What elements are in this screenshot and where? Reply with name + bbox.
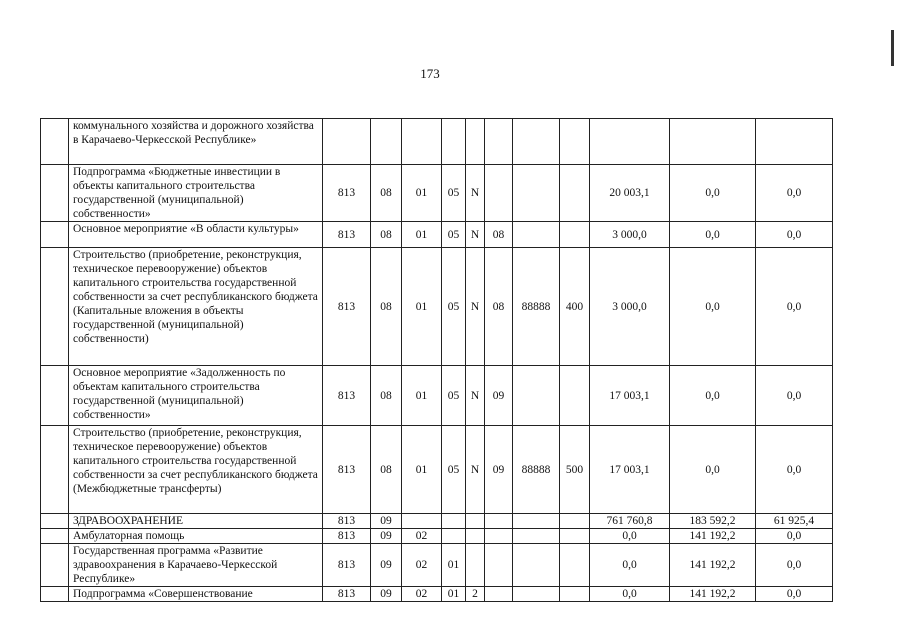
expense-type-cell [560, 165, 590, 222]
activity-code-cell: 09 [485, 426, 513, 514]
subprogram-code-cell: N [466, 366, 485, 426]
ministry-code-cell [323, 119, 371, 165]
subprogram-code-cell [466, 529, 485, 544]
subprogram-code-cell [466, 119, 485, 165]
subsection-code-cell: 01 [402, 426, 442, 514]
row-margin-cell [41, 514, 69, 529]
section-code-cell: 08 [371, 165, 402, 222]
ministry-code-cell: 813 [323, 366, 371, 426]
subsection-code-cell: 01 [402, 222, 442, 248]
program-code-cell [442, 514, 466, 529]
sum-year1-cell: 0,0 [590, 529, 670, 544]
row-margin-cell [41, 366, 69, 426]
direction-code-cell: 88888 [513, 426, 560, 514]
subsection-code-cell: 02 [402, 587, 442, 602]
row-margin-cell [41, 587, 69, 602]
row-margin-cell [41, 119, 69, 165]
subsection-code-cell: 02 [402, 529, 442, 544]
direction-code-cell [513, 119, 560, 165]
expense-type-cell [560, 222, 590, 248]
sum-year2-cell: 141 192,2 [670, 587, 756, 602]
section-code-cell [371, 119, 402, 165]
subsection-code-cell: 01 [402, 165, 442, 222]
row-margin-cell [41, 544, 69, 587]
subsection-code-cell [402, 514, 442, 529]
subprogram-code-cell: N [466, 426, 485, 514]
table-row [41, 426, 833, 514]
program-code-cell: 05 [442, 222, 466, 248]
sum-year3-cell: 0,0 [756, 165, 833, 222]
expense-type-cell: 400 [560, 248, 590, 366]
activity-code-cell: 08 [485, 248, 513, 366]
program-code-cell: 01 [442, 587, 466, 602]
direction-code-cell [513, 544, 560, 587]
expense-type-cell: 500 [560, 426, 590, 514]
table-row [41, 119, 833, 165]
row-name-cell: Основное мероприятие «Задолженность по объектам капитального строительства государственной (муниципальной) собственности» [69, 366, 323, 426]
row-name-cell: Подпрограмма «Бюджетные инвестиции в объекты капитального строительства государственной (муниципальной) собственности» [69, 165, 323, 222]
sum-year1-cell [590, 119, 670, 165]
section-code-cell: 08 [371, 248, 402, 366]
row-name-cell: Основное мероприятие «В области культуры» [69, 222, 323, 248]
subprogram-code-cell [466, 544, 485, 587]
sum-year2-cell: 0,0 [670, 165, 756, 222]
sum-year3-cell: 0,0 [756, 587, 833, 602]
sum-year2-cell: 141 192,2 [670, 529, 756, 544]
row-margin-cell [41, 426, 69, 514]
subprogram-code-cell: N [466, 165, 485, 222]
activity-code-cell [485, 529, 513, 544]
subprogram-code-cell: 2 [466, 587, 485, 602]
sum-year3-cell: 0,0 [756, 366, 833, 426]
table-row [41, 529, 833, 544]
program-code-cell [442, 529, 466, 544]
table-row [41, 222, 833, 248]
expense-type-cell [560, 514, 590, 529]
direction-code-cell [513, 222, 560, 248]
subsection-code-cell: 02 [402, 544, 442, 587]
page-number: 173 [420, 66, 440, 81]
row-margin-cell [41, 248, 69, 366]
subprogram-code-cell: N [466, 248, 485, 366]
ministry-code-cell: 813 [323, 529, 371, 544]
activity-code-cell [485, 165, 513, 222]
table-row [41, 514, 833, 529]
program-code-cell [442, 119, 466, 165]
sum-year3-cell: 0,0 [756, 544, 833, 587]
sum-year3-cell: 61 925,4 [756, 514, 833, 529]
section-code-cell: 08 [371, 366, 402, 426]
sum-year2-cell: 0,0 [670, 366, 756, 426]
activity-code-cell [485, 119, 513, 165]
ministry-code-cell: 813 [323, 248, 371, 366]
expense-type-cell [560, 119, 590, 165]
direction-code-cell [513, 366, 560, 426]
sum-year2-cell: 0,0 [670, 426, 756, 514]
row-margin-cell [41, 165, 69, 222]
activity-code-cell [485, 587, 513, 602]
row-name-cell: Подпрограмма «Совершенствование [69, 587, 323, 602]
row-name-cell: ЗДРАВООХРАНЕНИЕ [69, 514, 323, 529]
section-code-cell: 08 [371, 426, 402, 514]
direction-code-cell: 88888 [513, 248, 560, 366]
table-row [41, 544, 833, 587]
row-name-cell: Амбулаторная помощь [69, 529, 323, 544]
sum-year3-cell: 0,0 [756, 426, 833, 514]
section-code-cell: 09 [371, 544, 402, 587]
row-name-cell: Государственная программа «Развитие здравоохранения в Карачаево-Черкесской Республике» [69, 544, 323, 587]
table-row [41, 248, 833, 366]
program-code-cell: 05 [442, 366, 466, 426]
table-row [41, 366, 833, 426]
subsection-code-cell: 01 [402, 248, 442, 366]
scan-edge-mark [891, 30, 894, 66]
sum-year1-cell: 20 003,1 [590, 165, 670, 222]
sum-year3-cell: 0,0 [756, 248, 833, 366]
sum-year1-cell: 17 003,1 [590, 366, 670, 426]
row-name-cell: Строительство (приобретение, реконструкция, техническое перевооружение) объектов капитального строительства государственной собственности за счет республиканского бюджета (Межбюджетные трансферты) [69, 426, 323, 514]
expense-type-cell [560, 587, 590, 602]
direction-code-cell [513, 165, 560, 222]
sum-year2-cell: 0,0 [670, 248, 756, 366]
sum-year1-cell: 0,0 [590, 587, 670, 602]
ministry-code-cell: 813 [323, 514, 371, 529]
section-code-cell: 09 [371, 514, 402, 529]
program-code-cell: 05 [442, 426, 466, 514]
activity-code-cell [485, 514, 513, 529]
sum-year2-cell: 0,0 [670, 222, 756, 248]
sum-year2-cell [670, 119, 756, 165]
row-name-cell: Строительство (приобретение, реконструкция, техническое перевооружение) объектов капитального строительства государственной собственности за счет республиканского бюджета (Капитальные вложения в объекты государственной (муниципальной) собственности) [69, 248, 323, 366]
ministry-code-cell: 813 [323, 544, 371, 587]
subprogram-code-cell [466, 514, 485, 529]
program-code-cell: 05 [442, 165, 466, 222]
ministry-code-cell: 813 [323, 165, 371, 222]
subsection-code-cell: 01 [402, 366, 442, 426]
sum-year1-cell: 3 000,0 [590, 248, 670, 366]
direction-code-cell [513, 529, 560, 544]
section-code-cell: 08 [371, 222, 402, 248]
expense-type-cell [560, 366, 590, 426]
program-code-cell: 05 [442, 248, 466, 366]
section-code-cell: 09 [371, 529, 402, 544]
sum-year1-cell: 761 760,8 [590, 514, 670, 529]
sum-year3-cell: 0,0 [756, 222, 833, 248]
ministry-code-cell: 813 [323, 222, 371, 248]
ministry-code-cell: 813 [323, 587, 371, 602]
direction-code-cell [513, 514, 560, 529]
row-margin-cell [41, 529, 69, 544]
section-code-cell: 09 [371, 587, 402, 602]
budget-table [40, 118, 833, 602]
row-name-cell: коммунального хозяйства и дорожного хозяйства в Карачаево-Черкесской Республике» [69, 119, 323, 165]
program-code-cell: 01 [442, 544, 466, 587]
ministry-code-cell: 813 [323, 426, 371, 514]
table-row [41, 587, 833, 602]
expense-type-cell [560, 544, 590, 587]
table-row [41, 165, 833, 222]
row-margin-cell [41, 222, 69, 248]
subsection-code-cell [402, 119, 442, 165]
subprogram-code-cell: N [466, 222, 485, 248]
activity-code-cell [485, 544, 513, 587]
activity-code-cell: 09 [485, 366, 513, 426]
activity-code-cell: 08 [485, 222, 513, 248]
expense-type-cell [560, 529, 590, 544]
sum-year1-cell: 0,0 [590, 544, 670, 587]
sum-year2-cell: 183 592,2 [670, 514, 756, 529]
sum-year3-cell: 0,0 [756, 529, 833, 544]
sum-year2-cell: 141 192,2 [670, 544, 756, 587]
sum-year1-cell: 3 000,0 [590, 222, 670, 248]
direction-code-cell [513, 587, 560, 602]
sum-year1-cell: 17 003,1 [590, 426, 670, 514]
sum-year3-cell [756, 119, 833, 165]
